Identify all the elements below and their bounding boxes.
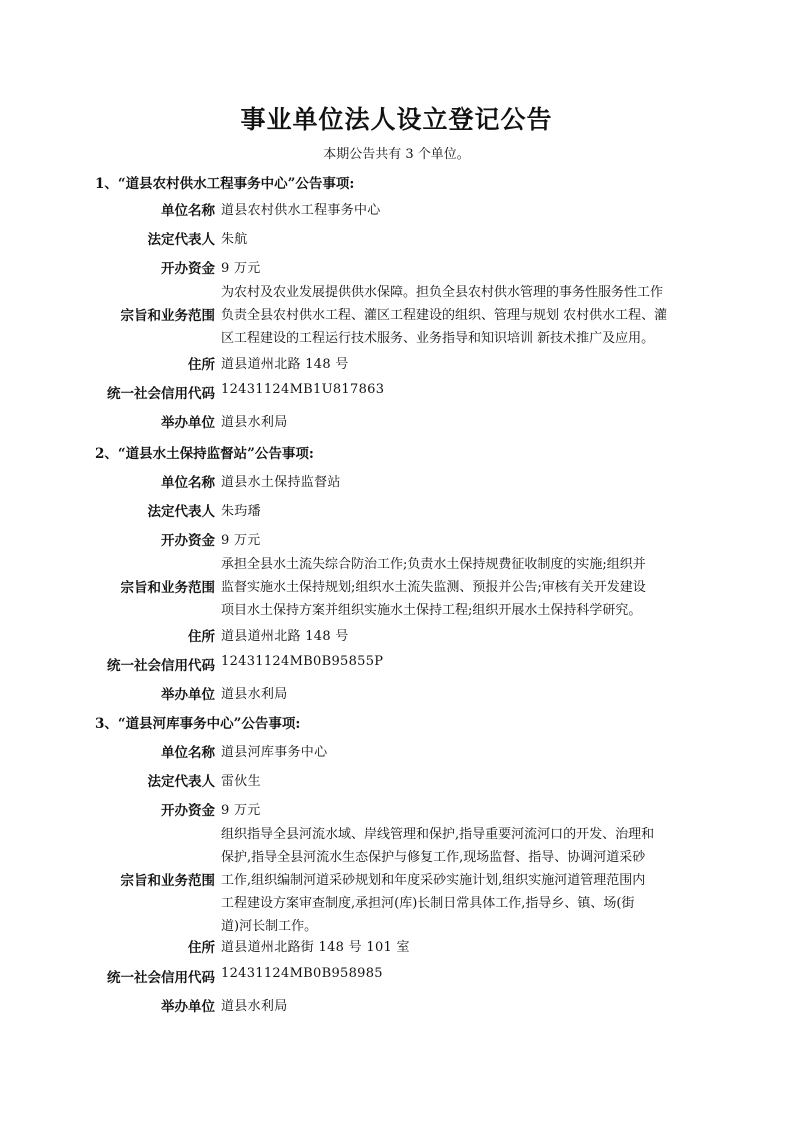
field-label: 举办单位 [161,415,215,431]
field-value: 9 万元 [221,261,261,276]
field-label: 单位名称 [161,475,215,491]
field-value: 朱玙璠 [221,504,261,519]
field-label: 住所 [188,940,215,956]
scope-line: 项目水土保持方案并组织实施水土保持工程;组织开展水土保持科学研究。 [221,603,642,618]
field-label: 统一社会信用代码 [107,658,215,674]
field-value: 道县水土保持监督站 [221,475,341,490]
field-value: 道县河库事务中心 [221,745,328,760]
scope-line: 工作,组织编制河道采砂规划和年度采砂实施计划,组织实施河道管理范围内 [221,873,646,888]
scope-line: 区工程建设的工程运行技术服务、业务指导和知识培训 新技术推广及应用。 [221,331,655,346]
field-label: 宗旨和业务范围 [120,580,215,596]
field-label: 宗旨和业务范围 [120,873,215,889]
field-value: 道县水利局 [221,687,288,702]
field-label: 法定代表人 [147,774,215,790]
page-subtitle: 本期公告共有 3 个单位。 [323,147,470,162]
field-value: 朱航 [221,232,248,247]
field-value: 道县道州北路 148 号 [221,357,349,372]
scope-line: 道)河长制工作。 [221,919,318,934]
field-value: 12431124MB0B958985 [221,966,383,981]
field-value: 雷伙生 [221,774,261,789]
field-label: 单位名称 [161,745,215,761]
field-value: 道县水利局 [221,415,288,430]
field-label: 法定代表人 [147,504,215,520]
field-label: 统一社会信用代码 [107,386,215,402]
field-label: 法定代表人 [147,232,215,248]
unit-heading: 2、“道县水土保持监督站”公告事项: [95,446,314,462]
field-label: 开办资金 [161,261,215,277]
field-label: 住所 [188,629,215,645]
scope-text [221,281,699,350]
field-label: 开办资金 [161,533,215,549]
scope-line: 组织指导全县河流水域、岸线管理和保护,指导重要河流河口的开发、治理和 [221,827,655,842]
field-value: 12431124MB0B95855P [221,654,384,669]
scope-line: 工程建设方案审查制度,承担河(库)长制日常具体工作,指导乡、镇、场(街 [221,896,635,911]
scope-line: 承担全县水土流失综合防治工作;负责水土保持规费征收制度的实施;组织并 [221,557,646,572]
field-value: 道县道州北路街 148 号 101 室 [221,940,410,955]
unit-heading: 3、“道县河库事务中心”公告事项: [95,716,301,732]
field-value: 道县道州北路 148 号 [221,629,349,644]
field-label: 宗旨和业务范围 [120,308,215,324]
page-title: 事业单位法人设立登记公告 [240,105,553,134]
field-label: 开办资金 [161,803,215,819]
field-label: 举办单位 [161,687,215,703]
field-label: 单位名称 [161,203,215,219]
field-value: 道县水利局 [221,999,288,1014]
scope-text [221,823,699,938]
field-value: 9 万元 [221,803,261,818]
field-label: 统一社会信用代码 [107,970,215,986]
scope-line: 为农村及农业发展提供供水保障。担负全县农村供水管理的事务性服务性工作 [221,285,664,300]
unit-heading: 1、“道县农村供水工程事务中心”公告事项: [95,176,355,192]
field-label: 住所 [188,357,215,373]
scope-line: 负责全县农村供水工程、灌区工程建设的组织、管理与规划 农村供水工程、灌 [221,308,668,323]
scope-text [221,553,699,622]
field-value: 12431124MB1U817863 [221,382,385,397]
field-label: 举办单位 [161,999,215,1015]
scope-line: 监督实施水土保持规划;组织水土流失监测、预报并公告;审核有关开发建设 [221,580,646,595]
field-value: 道县农村供水工程事务中心 [221,203,381,218]
scope-line: 保护,指导全县河流水生态保护与修复工作,现场监督、指导、协调河道采砂 [221,850,646,865]
field-value: 9 万元 [221,533,261,548]
